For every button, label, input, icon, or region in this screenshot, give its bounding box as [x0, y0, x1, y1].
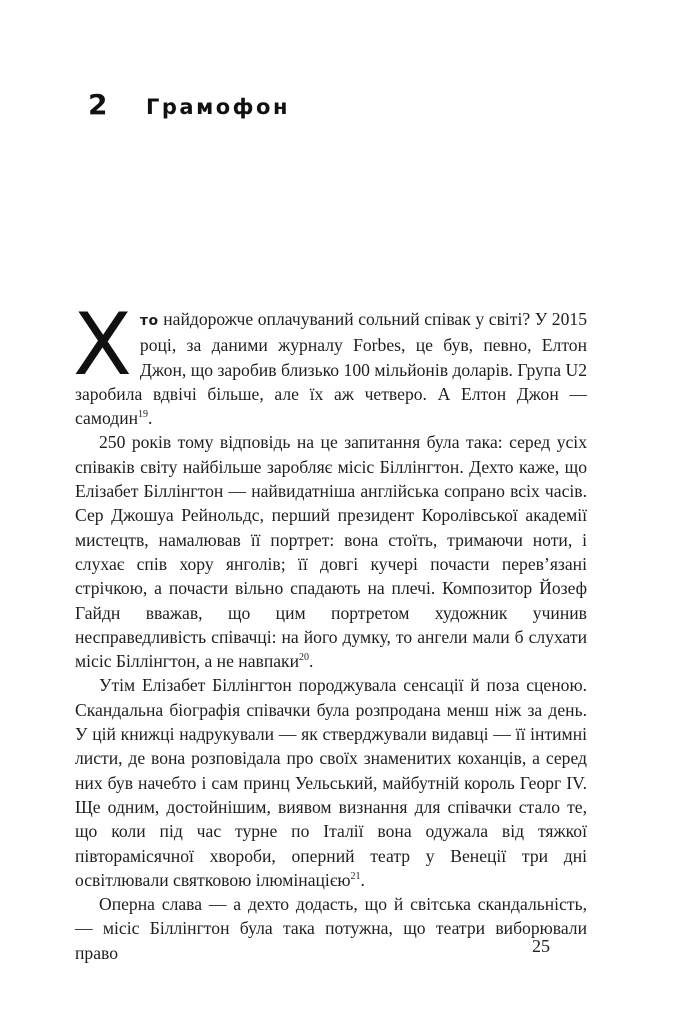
paragraph-2-end: .: [309, 651, 314, 672]
paragraph-3-text: Утім Елізабет Біллінгтон породжувала сенсації й поза сценою. Скандальна біографія співачки була розпродана менш ніж за день. У цій книжці надрукували — як стверджували видавці — її інтимні листи, де вона розповідала про своїх знаменитих коханців, а серед них був начебто і сам принц Уельський, майбутній король Георг IV. Ще одним, достойнішим, виявом визнання для співачки стало те, що коли під час турне по Італії вона одужала від тяжкої півторамісячної хвороби, оперний театр у Венеції три дні освітлювали святковою ілюмінацією: [75, 675, 587, 890]
body-text: [73, 295, 587, 965]
chapter-heading: [88, 88, 290, 121]
chapter-title: Грамофон: [146, 95, 290, 119]
drop-cap: Х: [73, 295, 132, 395]
paragraph-3: [75, 673, 587, 892]
footnote-ref-20: 20: [299, 652, 310, 664]
footnote-ref-19: 19: [138, 409, 149, 421]
paragraph-1-end: .: [148, 408, 153, 429]
chapter-number: 2: [88, 88, 108, 121]
paragraph-4-text: Оперна слава — а дехто додасть, що й світська скандальність, — місіс Біллінгтон була така потужна, що театри виборювали право: [75, 894, 587, 963]
lead-word: то: [139, 313, 159, 329]
footnote-ref-21: 21: [350, 870, 361, 882]
paragraph-2-text: 250 років тому відповідь на це запитання була така: серед усіх співаків світу найбільше заробляє місіс Біллінгтон. Дехто каже, що Елізабет Біллінгтон — найвидатніша англійська сопрано всіх часів. Сер Джошуа Рейнольдс, перший президент Королівської академії мистецтв, намалював її портрет: вона стоїть, тримаючи ноти, і слухає спів хору янголів; її довгі кучері почасти перев’язані стрічкою, а почасти вільно спадають на плечі. Композитор Йозеф Гайдн вважав, що цим портретом художник учинив несправедливість співачці: на його думку, то ангели мали б слухати місіс Біллінгтон, а не навпаки: [75, 432, 587, 672]
paragraph-4: [75, 892, 587, 965]
paragraph-3-end: .: [360, 869, 365, 890]
page-number: 25: [532, 936, 550, 956]
paragraph-2: [75, 430, 587, 673]
paragraph-1-text: найдорожче оплачуваний сольний співак у світі? У 2015 році, за даними журналу Forbes, це був, певно, Елтон Джон, що заробив близько 100 мільйонів доларів. Група U2 заробила вдвічі більше, але їх аж четверо. А Елтон Джон — самодин: [75, 309, 587, 429]
paragraph-1: [73, 295, 587, 430]
